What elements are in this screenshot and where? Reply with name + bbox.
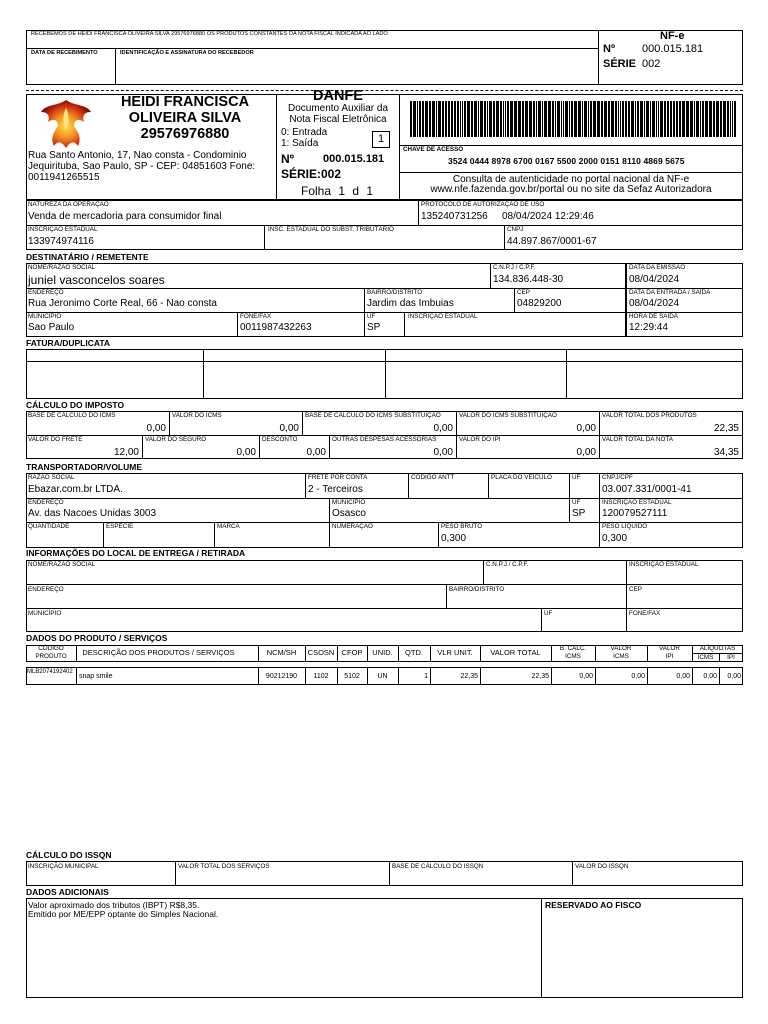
dest-municipio-label: MUNICÍPIO (28, 313, 62, 320)
bc-st-label: BASE DE CÁLCULO DO ICMS SUBSTITUIÇÃO (305, 412, 441, 419)
emitente-address-3: 0011941265515 (28, 172, 100, 183)
danfe-title: DANFE (313, 88, 363, 104)
dest-cep: 04829200 (517, 298, 562, 309)
desconto-value: 0,00 (306, 447, 326, 458)
transp-frete-label: FRETE POR CONTA (308, 474, 368, 481)
protocolo-value: 135240731256 (421, 211, 488, 222)
h-bcalc-2: ICMS (565, 653, 581, 660)
v-icms-value: 0,00 (279, 423, 299, 434)
dest-cpf: 134.836.448-30 (493, 274, 564, 285)
h-vipi-1: VALOR (659, 645, 680, 652)
divider (569, 473, 570, 522)
issqn-box (26, 861, 743, 886)
adicionais-line-2: Emitido por ME/EPP optante do Simples Nacional. (28, 909, 219, 919)
divider (490, 263, 491, 288)
local-endereco-label: ENDEREÇO (28, 586, 64, 593)
local-municipio-label: MUNICÍPIO (28, 610, 62, 617)
ie-value: 133974974116 (28, 236, 94, 247)
barcode-bar (736, 101, 737, 137)
divider (305, 473, 306, 498)
canhoto-signature-label: IDENTIFICAÇÃO E ASSINATURA DO RECEBEDOR (120, 50, 254, 56)
transp-endereco-label: ENDEREÇO (28, 499, 64, 506)
emitente-name-2: OLIVEIRA SILVA (128, 110, 242, 126)
transp-cnpj-label: CNPJ/CPF (602, 474, 633, 481)
desconto-label: DESCONTO (262, 436, 298, 443)
transp-municipio-label: MUNICÍPIO (332, 499, 366, 506)
emitente-name-1: HEIDI FRANCISCA (120, 94, 250, 110)
divider (626, 560, 627, 632)
transp-especie-label: ESPÉCIE (106, 523, 134, 530)
cell-vipi: 0,00 (676, 673, 690, 680)
adicionais-section: DADOS ADICIONAIS (26, 887, 109, 897)
dest-bairro: Jardim das Imbuias (367, 298, 454, 309)
transp-cnpj: 03.007.331/0001-41 (602, 484, 692, 495)
iest-label: INSC. ESTADUAL DO SUBST. TRIBUTÁRIO (268, 226, 394, 233)
divider (26, 608, 743, 609)
issqn-vts-label: VALOR TOTAL DOS SERVIÇOS (178, 863, 270, 870)
transp-numeracao-label: NUMERAÇÃO (332, 523, 373, 530)
fisco-label: RESERVADO AO FISCO (545, 900, 642, 910)
natureza-label: NATUREZA DA OPERAÇÃO (28, 201, 109, 208)
cell-valor-total: 22,35 (531, 673, 549, 680)
divider (504, 225, 505, 250)
danfe-subtitle-1: Documento Auxiliar da (287, 103, 389, 114)
transp-uf: SP (572, 508, 586, 519)
divider (142, 435, 143, 459)
danfe-folha: Folha 1 d 1 (301, 184, 374, 198)
divider (214, 522, 215, 548)
dest-emissao: 08/04/2024 (629, 274, 680, 285)
total-nota-label: VALOR TOTAL DA NOTA (602, 436, 673, 443)
danfe-number: 000.015.181 (323, 153, 385, 165)
h-cfop: CFOP (341, 648, 363, 657)
cell-cfop: 5102 (344, 673, 360, 680)
protocolo-label: PROTOCOLO DE AUTORIZAÇÃO DE USO (421, 201, 545, 208)
divider (399, 172, 743, 173)
h-vicms-1: VALOR (610, 645, 632, 652)
danfe-subtitle-2: Nota Fiscal Eletrônica (289, 114, 387, 125)
local-ie-label: INSCRIÇÃO ESTADUAL (629, 561, 699, 568)
h-qtd: QTD. (405, 648, 423, 657)
danfe-saida: 1: Saída (281, 138, 319, 149)
phoenix-logo (38, 96, 94, 150)
divider (456, 411, 457, 435)
chave-label: CHAVE DE ACESSO (403, 146, 464, 153)
dest-hora-label: HORA DE SAÍDA (629, 313, 678, 320)
outras-value: 0,00 (433, 447, 453, 458)
h-valor-total: VALOR TOTAL (490, 648, 541, 657)
v-st-value: 0,00 (576, 423, 596, 434)
divider (302, 411, 303, 435)
transp-frete: 2 - Terceiros (308, 484, 363, 495)
local-fone-label: FONE/FAX (629, 610, 661, 617)
divider (572, 861, 573, 886)
h-descricao: DESCRIÇÃO DOS PRODUTOS / SERVIÇOS (82, 648, 235, 657)
divider (329, 435, 330, 459)
issqn-im-label: INSCRIÇÃO MUNICIPAL (28, 863, 99, 870)
divider (259, 435, 260, 459)
dest-entrada: 08/04/2024 (629, 298, 680, 309)
emitente-name-3: 29576976880 (140, 126, 230, 142)
divider (364, 288, 365, 337)
seguro-label: VALOR DO SEGURO (145, 436, 207, 443)
dest-cep-label: CEP (517, 289, 530, 296)
divider (385, 349, 386, 399)
h-codigo-1: CÓDIGO (38, 645, 64, 652)
issqn-v-label: VALOR DO ISSQN (575, 863, 629, 870)
h-vipi-2: IPI (665, 653, 674, 660)
local-cep-label: CEP (629, 586, 642, 593)
transp-placa-label: PLACA DO VEÍCULO (491, 474, 552, 481)
canhoto-number-label: Nº (603, 43, 615, 55)
transp-ie-label: INSCRIÇÃO ESTADUAL (602, 499, 672, 506)
ipi-value: 0,00 (576, 447, 596, 458)
transp-qtd-label: QUANTIDADE (28, 523, 70, 530)
transp-ie: 120079527111 (602, 508, 668, 519)
transportador-section: TRANSPORTADOR/VOLUME (26, 462, 143, 472)
dest-bairro-label: BAIRRO/DISTRITO (367, 289, 423, 296)
divider (26, 48, 598, 49)
h-aliquotas: ALÍQUOTAS (699, 645, 736, 652)
transp-antt-label: CODIGO ANTT (411, 474, 455, 481)
cell-bcalc: 0,00 (579, 673, 593, 680)
h-unid: UNID. (372, 648, 393, 657)
cell-codigo: MLB2074192402 (27, 669, 73, 675)
dest-emissao-label: DATA DA EMISSÃO (629, 264, 686, 271)
transp-razao-label: RAZÃO SOCIAL (28, 474, 75, 481)
divider (456, 435, 457, 459)
canhoto-serie: 002 (642, 58, 661, 70)
dest-municipio: Sao Paulo (28, 322, 75, 333)
h-csosn: CSOSN (307, 648, 335, 657)
cell-csosn: 1102 (313, 673, 329, 680)
ie-label: INSCRIÇÃO ESTADUAL (28, 226, 98, 233)
divider (408, 473, 409, 498)
chave-value: 3524 0444 8978 6700 0167 5500 2000 0151 8110 4869 5675 (448, 156, 685, 166)
cell-vlr-unit: 22,35 (460, 673, 478, 680)
bc-icms-value: 0,00 (146, 423, 166, 434)
adicionais-line-1: Valor aproximado dos tributos (IBPT) R$8,35. (28, 900, 200, 910)
cell-vicms: 0,00 (631, 673, 645, 680)
cnpj-value: 44.897.867/0001-67 (507, 236, 597, 247)
ipi-label: VALOR DO IPI (459, 436, 501, 443)
divider (541, 608, 542, 632)
transp-peso-bruto-label: PESO BRUTO (441, 523, 483, 530)
fisco-box (541, 898, 743, 998)
divider (446, 584, 447, 608)
canhoto-date-label: DATA DE RECEBIMENTO (31, 50, 98, 56)
frete-label: VALOR DO FRETE (28, 436, 83, 443)
transp-uf-label: UF (572, 474, 581, 481)
divider (115, 48, 116, 85)
dest-ie-label: INSCRIÇÃO ESTADUAL (408, 313, 478, 320)
divider (76, 667, 77, 685)
dest-nome-label: NOME/RAZÃO SOCIAL (28, 264, 96, 271)
cell-descricao: snap smile (79, 673, 113, 680)
consulta-line-2: www.nfe.fazenda.gov.br/portal ou no site da Sefaz Autorizadora (430, 184, 712, 195)
imposto-section: CÁLCULO DO IMPOSTO (26, 400, 125, 410)
divider (264, 225, 265, 250)
divider (203, 349, 204, 399)
destinatario-section: DESTINATÁRIO / REMETENTE (26, 252, 149, 262)
natureza-value: Venda de mercadoria para consumidor final (28, 211, 222, 222)
h-codigo-2: PRODUTO (35, 653, 67, 660)
h-vlr-unit: VLR UNIT. (437, 648, 473, 657)
transp-razao: Ebazar.com.br LTDA. (28, 484, 123, 495)
canhoto-text: RECEBEMOS DE HEIDI FRANCISCA OLIVEIRA SILVA 29576976880 OS PRODUTOS CONSTANTES DA NOTA FISCAL INDICADA AO LADO (31, 31, 388, 37)
divider (404, 312, 405, 337)
produtos-section: DADOS DO PRODUTO / SERVIÇOS (26, 633, 168, 643)
protocolo-date: 08/04/2024 12:29:46 (502, 211, 594, 222)
issqn-section: CÁLCULO DO ISSQN (26, 850, 112, 860)
access-key-barcode (410, 101, 737, 137)
h-ncm: NCM/SH (266, 648, 297, 657)
emitente-address-1: Rua Santo Antonio, 17, Nao consta - Condominio (28, 150, 247, 161)
divider (566, 349, 567, 399)
fatura-section: FATURA/DUPLICATA (26, 338, 111, 348)
cnpj-label: CNPJ (507, 226, 524, 233)
transp-peso-bruto: 0,300 (441, 533, 467, 544)
transp-municipio: Osasco (332, 508, 366, 519)
canhoto-serie-label: SÉRIE (603, 58, 637, 70)
transp-peso-liquido-label: PESO LÍQUIDO (602, 523, 648, 530)
canhoto-number: 000.015.181 (642, 43, 704, 55)
transp-uf2-label: UF (572, 499, 581, 506)
transp-marca-label: MARCA (217, 523, 240, 530)
dest-fone-label: FONE/FAX (240, 313, 272, 320)
canhoto-nfe-label: NF-e (660, 30, 685, 42)
v-st-label: VALOR DO ICMS SUBSTITUIÇÃO (459, 412, 557, 419)
local-section: INFORMAÇÕES DO LOCAL DE ENTREGA / RETIRADA (26, 548, 246, 558)
divider (389, 861, 390, 886)
cell-aliq-ipi: 0,00 (727, 673, 741, 680)
h-vicms-2: ICMS (613, 653, 629, 660)
issqn-bc-label: BASE DE CÁLCULO DO ISSQN (392, 863, 484, 870)
dest-endereco: Rua Jeronimo Corte Real, 66 - Nao consta (28, 298, 217, 309)
cell-qtd: 1 (424, 673, 428, 680)
v-icms-label: VALOR DO ICMS (172, 412, 222, 419)
divider (598, 30, 599, 85)
dest-nome: juniel vasconcelos soares (28, 273, 165, 287)
local-box (26, 560, 743, 632)
total-nota-value: 34,35 (713, 447, 739, 458)
danfe-tipo: 1 (377, 133, 385, 145)
cell-unid: UN (377, 673, 388, 680)
divider (599, 411, 600, 459)
divider (329, 498, 330, 548)
dest-uf-label: UF (367, 313, 376, 320)
local-bairro-label: BAIRRO/DISTRITO (449, 586, 505, 593)
transp-endereco: Av. das Nacoes Unidas 3003 (28, 508, 157, 519)
consulta-line-1: Consulta de autenticidade no portal nacional da NF-e (452, 174, 690, 185)
cell-aliq-icms: 0,00 (703, 673, 717, 680)
frete-value: 12,00 (113, 447, 139, 458)
dest-entrada-label: DATA DA ENTRADA / SAÍDA (629, 289, 711, 296)
v-produtos-value: 22,35 (713, 423, 739, 434)
cell-ncm: 90212190 (265, 673, 298, 680)
divider (175, 861, 176, 886)
h-aliq-ipi: IPI (727, 654, 735, 661)
dest-uf: SP (367, 322, 381, 333)
local-cnpj-label: C.N.P.J / C.P.F. (486, 561, 529, 568)
divider (418, 200, 419, 225)
divider (237, 312, 238, 337)
bc-st-value: 0,00 (433, 423, 453, 434)
outras-label: OUTRAS DESPESAS ACESSÓRIAS (332, 436, 437, 443)
seguro-value: 0,00 (236, 447, 256, 458)
divider (169, 411, 170, 435)
emitente-address-2: Jequirituba, Sao Paulo, SP - CEP: 04851603 Fone: (28, 161, 256, 172)
danfe-number-label: Nº (281, 152, 295, 166)
local-uf-label: UF (544, 610, 553, 617)
transp-peso-liquido: 0,300 (602, 533, 628, 544)
divider (438, 522, 439, 548)
divider (483, 560, 484, 584)
divider (599, 473, 600, 548)
dest-hora: 12:29:44 (629, 322, 668, 333)
dest-endereco-label: ENDEREÇO (28, 289, 64, 296)
h-bcalc-1: B. CALC. (559, 645, 587, 652)
danfe-serie: SÉRIE:002 (281, 167, 342, 181)
dest-cpf-label: C.N.P.J / C.P.F. (493, 264, 536, 271)
local-nome-label: NOME/RAZÃO SOCIAL (28, 561, 96, 568)
divider (514, 288, 515, 312)
bc-icms-label: BASE DE CÁLCULO DO ICMS (28, 412, 116, 419)
v-produtos-label: VALOR TOTAL DOS PRODUTOS (602, 412, 697, 419)
h-aliq-icms: ICMS (697, 654, 714, 661)
danfe-entrada: 0: Entrada (281, 127, 328, 138)
divider (488, 473, 489, 498)
dest-fone: 0011987432263 (240, 322, 312, 333)
divider (103, 522, 104, 548)
divider (26, 584, 743, 585)
